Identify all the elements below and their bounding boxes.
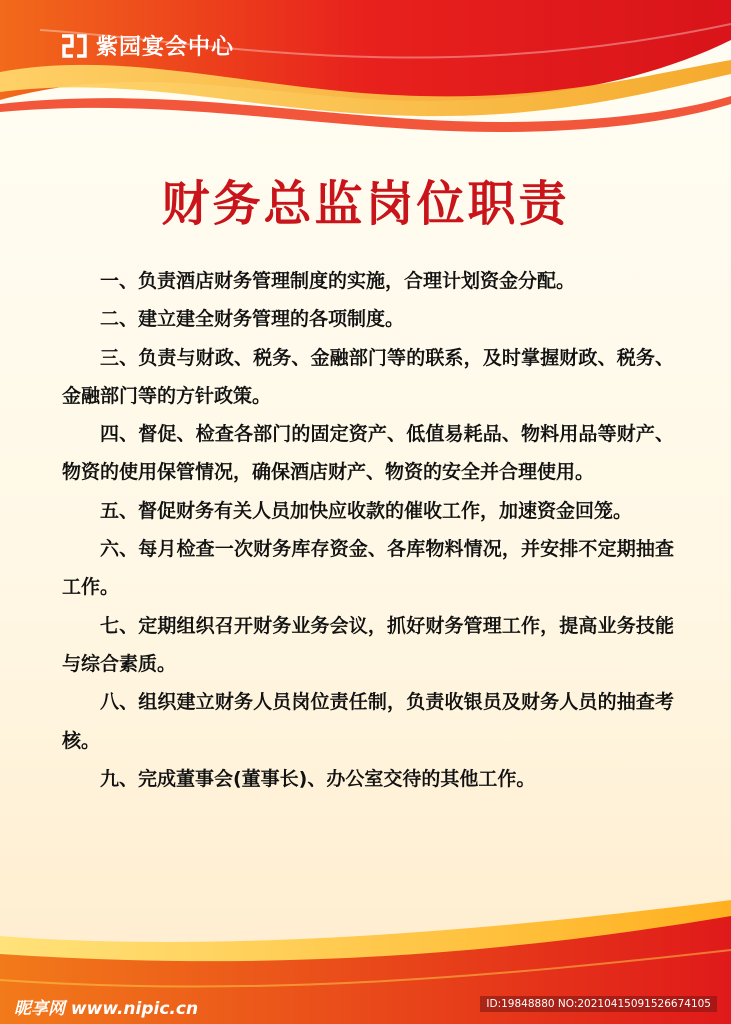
- duties-list: [62, 262, 674, 798]
- page-title: 财务总监岗位职责: [161, 176, 570, 232]
- duty-item: 四、督促、检查各部门的固定资产、低值易耗品、物料用品等财产、物资的使用保管情况，确保酒店财产、物资的安全并合理使用。: [62, 423, 674, 484]
- duty-item: 三、负责与财政、税务、金融部门等的联系，及时掌握财政、税务、金融部门等的方针政策。: [62, 346, 674, 407]
- image-id-watermark: ID:19848880 NO:20210415091526674105: [480, 996, 717, 1012]
- duty-item: 七、定期组织召开财务业务会议，抓好财务管理工作，提高业务技能与综合素质。: [62, 614, 674, 675]
- duty-item: 六、每月检查一次财务库存资金、各库物料情况，并安排不定期抽查工作。: [62, 538, 674, 599]
- brand-logo-icon: [60, 33, 88, 59]
- top-ribbon-decoration: [0, 0, 731, 140]
- duty-item: 一、负责酒店财务管理制度的实施，合理计划资金分配。: [100, 270, 576, 292]
- duty-item: 九、完成董事会(董事长)、办公室交待的其他工作。: [100, 767, 536, 790]
- duty-item: 二、建立建全财务管理的各项制度。: [100, 308, 405, 331]
- brand-logo: [60, 30, 234, 61]
- duty-item: 五、督促财务有关人员加快应收款的催收工作，加速资金回笼。: [100, 499, 633, 522]
- duty-item: 八、组织建立财务人员岗位责任制，负责收银员及财务人员的抽查考核。: [62, 691, 674, 752]
- brand-name: 紫园宴会中心: [96, 35, 235, 60]
- site-watermark: 昵享网 www.nipic.cn: [14, 999, 199, 1019]
